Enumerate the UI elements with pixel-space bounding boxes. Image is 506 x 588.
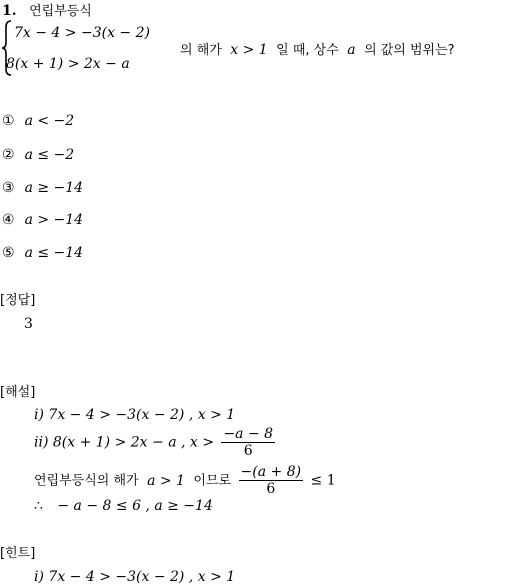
choice-text: a ≤ −14 (24, 245, 84, 261)
choice-text: a < −2 (24, 113, 75, 129)
line-pre: 연립부등식의 해가 (34, 473, 139, 489)
prompt-pre: 의 해가 (180, 43, 222, 58)
line-marker: i) (34, 569, 44, 585)
question-prompt (180, 39, 455, 58)
choice-1[interactable] (2, 113, 74, 129)
answer-label: [정답] (0, 293, 36, 308)
prompt-mid: 일 때, 상수 (276, 43, 339, 58)
solution-line-2 (34, 426, 278, 459)
choice-2[interactable] (2, 147, 74, 163)
prompt-post: 의 값의 범위는? (364, 43, 455, 58)
choice-mark: ⑤ (2, 245, 15, 261)
line-text: 7x − 4 > −3(x − 2) , x > 1 (48, 407, 236, 423)
choice-text: a ≥ −14 (24, 180, 84, 196)
solution-line-3 (34, 464, 336, 497)
fraction-numerator: −(a + 8) (240, 464, 302, 480)
choice-mark: ① (2, 113, 15, 129)
system-equation-1: 7x − 4 > −3(x − 2) (14, 25, 150, 41)
line-condition: a > 1 (147, 472, 185, 489)
fraction (221, 426, 275, 459)
solution-line-4 (34, 498, 213, 514)
line-post: ≤ 1 (310, 472, 336, 489)
question-number: 1. (2, 3, 17, 19)
line-marker: ii) (34, 434, 49, 451)
fraction (239, 464, 304, 497)
line-marker: i) (34, 407, 44, 423)
choice-5[interactable] (2, 245, 83, 261)
hint-line-1 (34, 569, 235, 585)
fraction-numerator: −a − 8 (223, 426, 274, 442)
question-header (2, 0, 92, 19)
question-title: 연립부등식 (29, 4, 92, 19)
answer-value: 3 (24, 316, 33, 332)
prompt-condition: x > 1 (230, 42, 268, 58)
choice-mark: ④ (2, 212, 15, 228)
line-text: 7x − 4 > −3(x − 2) , x > 1 (48, 569, 236, 585)
hint-label: [힌트] (0, 546, 36, 561)
line-text: 8(x + 1) > 2x − a , x > (52, 434, 214, 451)
choice-4[interactable] (2, 212, 83, 228)
therefore-symbol: ∴ (34, 498, 43, 514)
choice-text: a > −14 (24, 212, 84, 228)
choice-mark: ③ (2, 180, 15, 196)
line-mid: 이므로 (193, 473, 232, 489)
choice-3[interactable] (2, 180, 83, 196)
solution-line-1 (34, 407, 235, 423)
prompt-variable: a (347, 42, 356, 58)
line-text: − a − 8 ≤ 6 , a ≥ −14 (57, 498, 213, 514)
choice-text: a ≤ −2 (24, 147, 75, 163)
fraction-denominator: 6 (266, 481, 276, 498)
choice-mark: ② (2, 147, 15, 163)
fraction-denominator: 6 (243, 443, 253, 460)
solution-label: [해설] (0, 385, 36, 400)
system-equation-2: 8(x + 1) > 2x − a (6, 56, 130, 72)
